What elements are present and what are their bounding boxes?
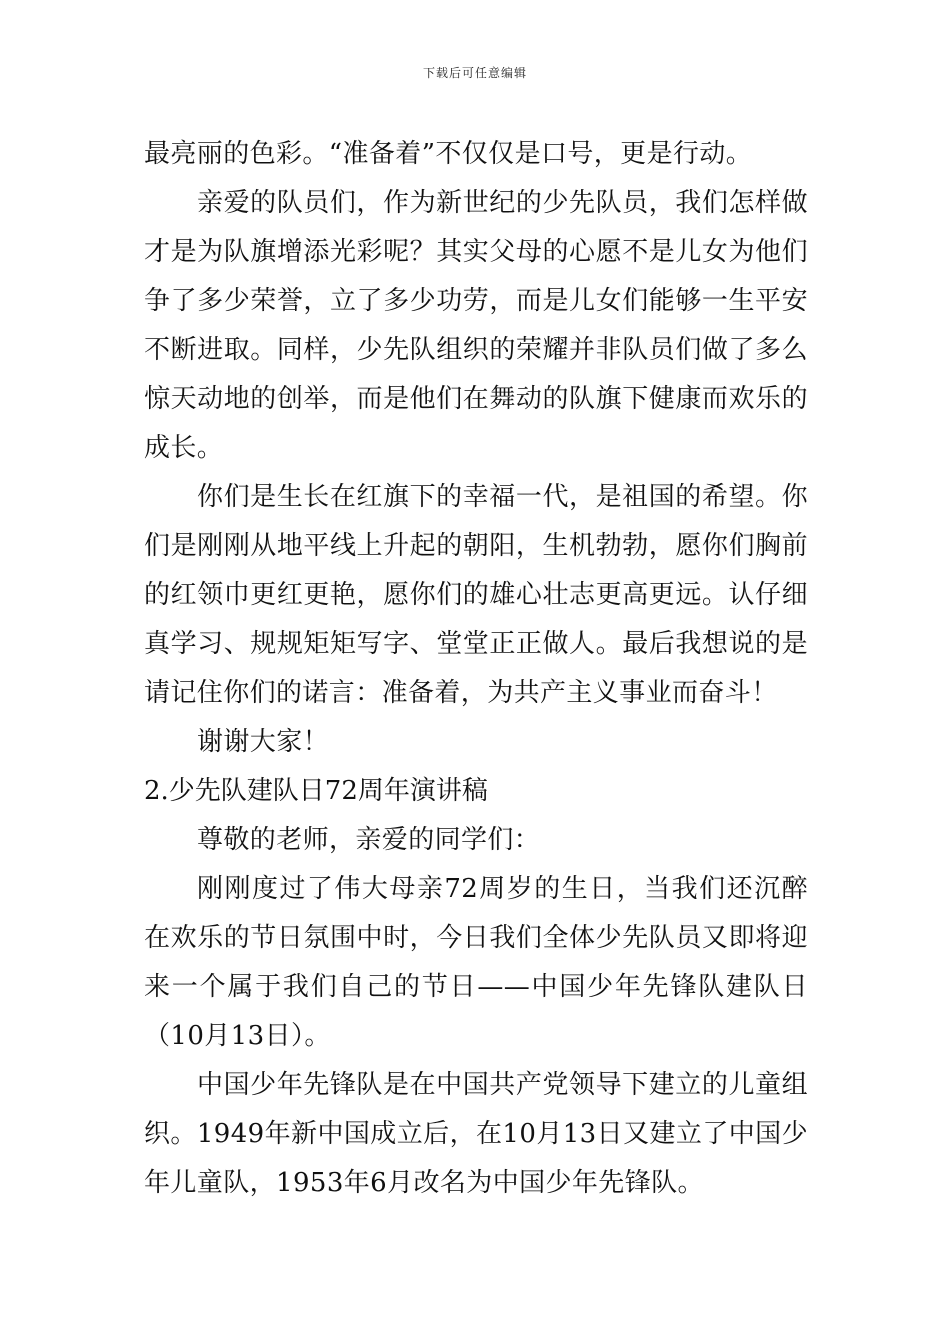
paragraph: 亲爱的队员们，作为新世纪的少先队员，我们怎样做才是为队旗增添光彩呢？其实父母的心愿不是儿女为他们争了多少荣誉，立了多少功劳，而是儿女们能够一生平安不断进取。同样，少先队组织的荣耀并非队员们做了多么惊天动地的创举，而是他们在舞动的队旗下健康而欢乐的成长。 — [144, 188, 808, 463]
paragraph: 你们是生长在红旗下的幸福一代，是祖国的希望。你们是刚刚从地平线上升起的朝阳，生机勃勃，愿你们胸前的红领巾更红更艳，愿你们的雄心壮志更高更远。认仔细真学习、规规矩矩写字、堂堂正正做人。最后我想说的是请记住你们的诺言：准备着，为共产主义事业而奋斗！ — [144, 482, 808, 708]
paragraph: 刚刚度过了伟大母亲72周岁的生日，当我们还沉醉在欢乐的节日氛围中时，今日我们全体少先队员又即将迎来一个属于我们自己的节日——中国少年先锋队建队日（10月13日）。 — [144, 874, 808, 1051]
paragraph-continuation: 最亮丽的色彩。“准备着”不仅仅是口号，更是行动。 — [144, 139, 753, 169]
closing-thanks: 谢谢大家！ — [197, 727, 330, 757]
paragraph: 中国少年先锋队是在中国共产党领导下建立的儿童组织。1949年新中国成立后，在10月13日又建立了中国少年儿童队，1953年6月改名为中国少年先锋队。 — [144, 1070, 808, 1198]
page-header-note: 下载后可任意编辑 — [422, 66, 527, 80]
section-heading: 2.少先队建队日72周年演讲稿 — [144, 776, 488, 806]
salutation: 尊敬的老师，亲爱的同学们： — [197, 825, 541, 855]
document-body — [144, 130, 808, 1208]
